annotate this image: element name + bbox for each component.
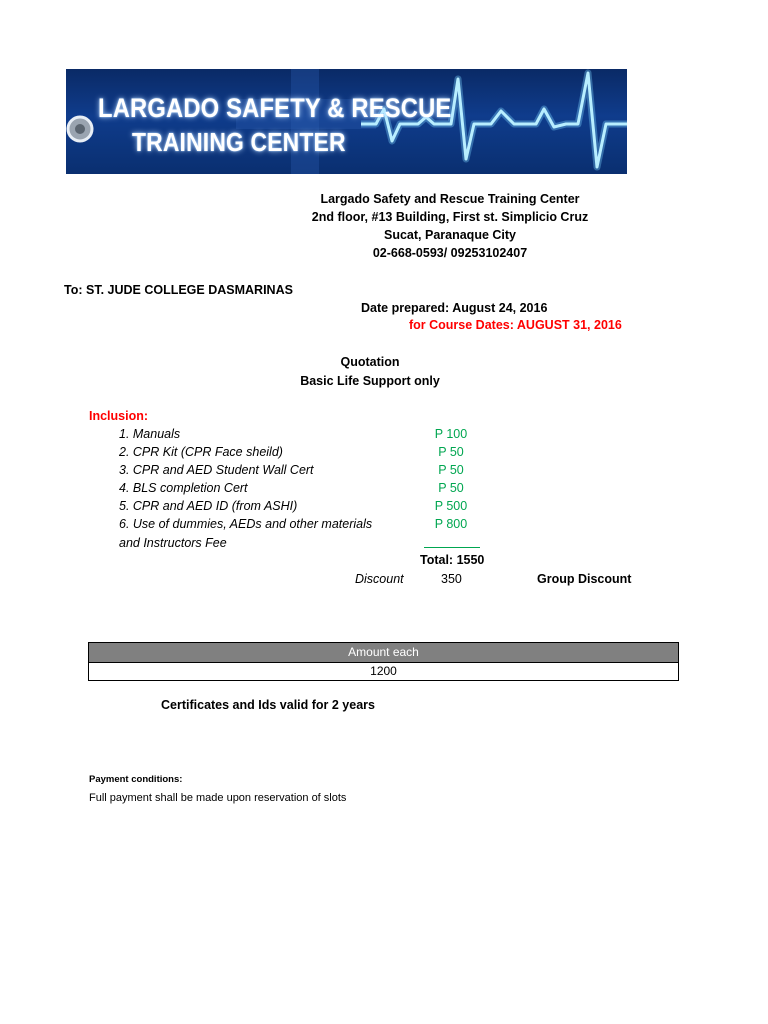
date-prepared: Date prepared: August 24, 2016 [361, 301, 548, 315]
item-price: P 50 [438, 463, 464, 477]
item-label: 6. Use of dummies, AEDs and other materials [119, 517, 373, 531]
discount-value: 350 [441, 572, 462, 586]
item-price: P 50 [438, 481, 464, 495]
item-price: P 800 [434, 517, 468, 531]
amount-table [88, 642, 679, 681]
header-banner [66, 69, 627, 174]
discount-type: Group Discount [537, 572, 632, 586]
payment-text: Full payment shall be made upon reservation of slots [89, 792, 347, 804]
payment-heading: Payment conditions: [89, 774, 183, 785]
discount-label: Discount [355, 572, 404, 586]
item-label: 3. CPR and AED Student Wall Cert [119, 463, 314, 477]
org-name: Largado Safety and Rescue Training Center [320, 192, 580, 206]
banner-title-line2: TRAINING CENTER [132, 127, 346, 157]
total: Total: 1550 [420, 553, 485, 567]
inclusion-label: Inclusion: [89, 409, 149, 423]
recipient: To: ST. JUDE COLLEGE DASMARINAS [64, 283, 293, 297]
address-line2: Sucat, Paranaque City [384, 228, 516, 242]
item-label: 5. CPR and AED ID (from ASHI) [119, 499, 298, 513]
item-label: 1. Manuals [119, 427, 181, 441]
item-label: 2. CPR Kit (CPR Face sheild) [119, 445, 283, 459]
item-price: P 50 [438, 445, 464, 459]
item-label: 4. BLS completion Cert [119, 481, 248, 495]
item-price: P 100 [434, 427, 468, 441]
banner-title-line1: LARGADO SAFETY & RESCUE [98, 93, 452, 123]
item-price: P 500 [434, 499, 468, 513]
quotation-subtitle: Basic Life Support only [300, 374, 440, 388]
amount-value: 1200 [89, 663, 678, 680]
quotation-title: Quotation [340, 355, 400, 369]
item-label-continuation: and Instructors Fee [119, 536, 227, 550]
address-line1: 2nd floor, #13 Building, First st. Simplicio Cruz [311, 210, 589, 224]
validity-note: Certificates and Ids valid for 2 years [161, 698, 375, 712]
course-dates: for Course Dates: AUGUST 31, 2016 [409, 318, 622, 332]
total-underline [424, 547, 480, 548]
phone-numbers: 02-668-0593/ 09253102407 [372, 246, 528, 260]
amount-header: Amount each [89, 643, 678, 663]
